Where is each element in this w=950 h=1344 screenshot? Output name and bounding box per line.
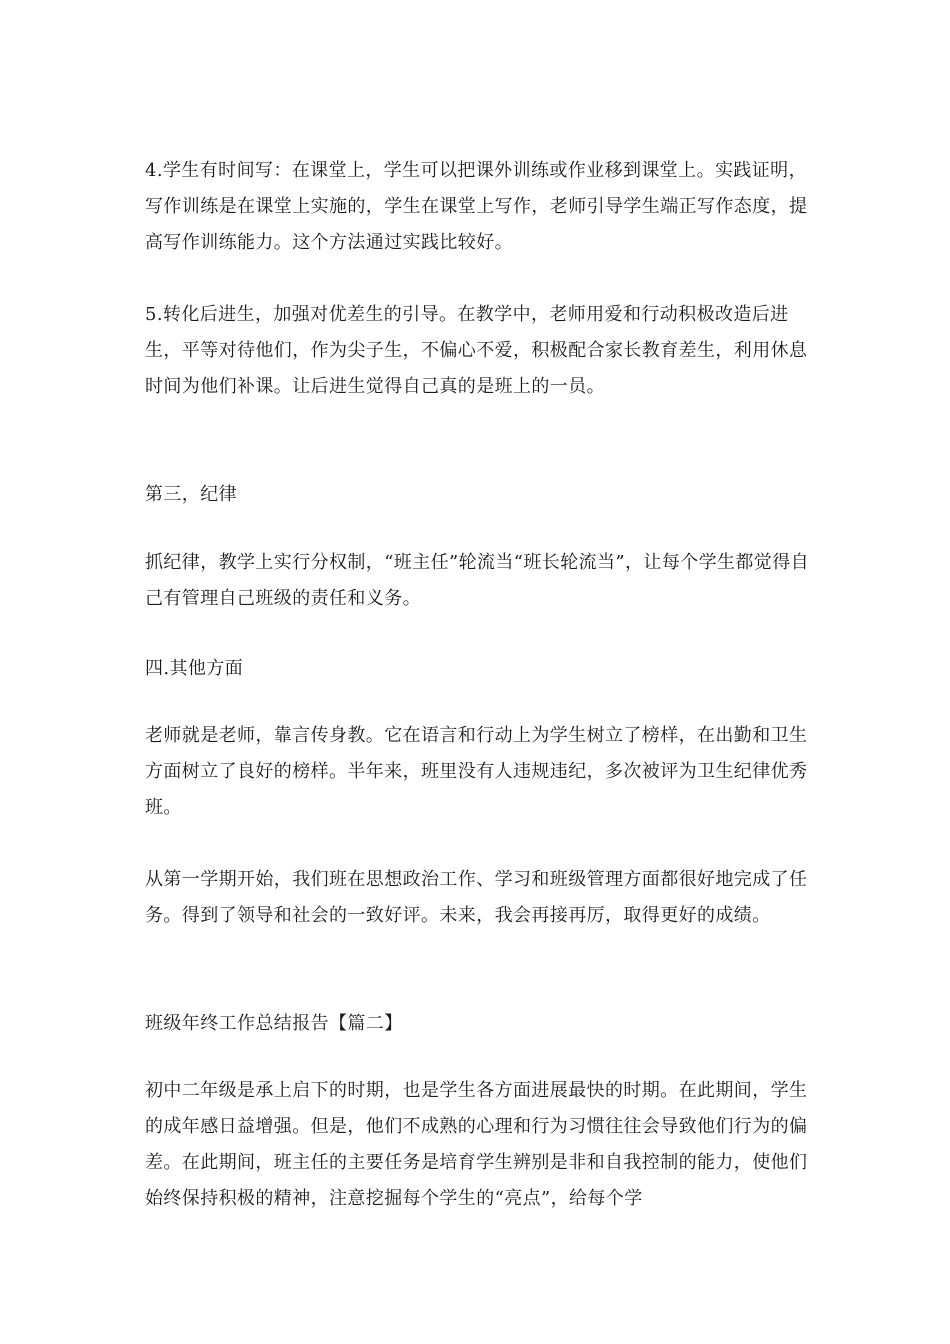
paragraph-semester-summary: 从第一学期开始，我们班在思想政治工作、学习和班级管理方面都很好地完成了任务。得到了领导和社会的一致好评。未来，我会再接再厉，取得更好的成绩。 [145, 869, 808, 926]
paragraph-grade-two-intro: 初中二年级是承上启下的时期，也是学生各方面进展最快的时期。在此期间，学生的成年感日益增强。但是，他们不成熟的心理和行为习惯往往会导致他们行为的偏差。在此期间，班主任的主要任务是培育学生辨别是非和自我控制的能力，使他们始终保持积极的精神，注意挖掘每个学生的“亮点”，给每个学 [145, 1080, 808, 1209]
paragraph-writing-time: 4.学生有时间写：在课堂上，学生可以把课外训练或作业移到课堂上。实践证明，写作训练是在课堂上实施的，学生在课堂上写作，老师引导学生端正写作态度，提高写作训练能力。这个方法通过实践比较好。 [145, 160, 808, 253]
section-heading-report-part-two: 班级年终工作总结报告【篇二】 [145, 1013, 403, 1034]
section-heading-discipline: 第三，纪律 [145, 484, 237, 505]
paragraph-teacher-example: 老师就是老师，靠言传身教。它在语言和行动上为学生树立了榜样，在出勤和卫生方面树立了良好的榜样。半年来，班里没有人违规违纪，多次被评为卫生纪律优秀班。 [145, 725, 808, 818]
paragraph-underachievers: 5.转化后进生，加强对优差生的引导。在教学中，老师用爱和行动积极改造后进生，平等对待他们，作为尖子生，不偏心不爱，积极配合家长教育差生，利用休息时间为他们补课。让后进生觉得自己真的是班上的一员。 [145, 304, 808, 397]
section-heading-other-aspects: 四.其他方面 [145, 658, 244, 679]
paragraph-discipline: 抓纪律，教学上实行分权制，“班主任”轮流当“班长轮流当”，让每个学生都觉得自己有管理自己班级的责任和义务。 [145, 552, 810, 609]
